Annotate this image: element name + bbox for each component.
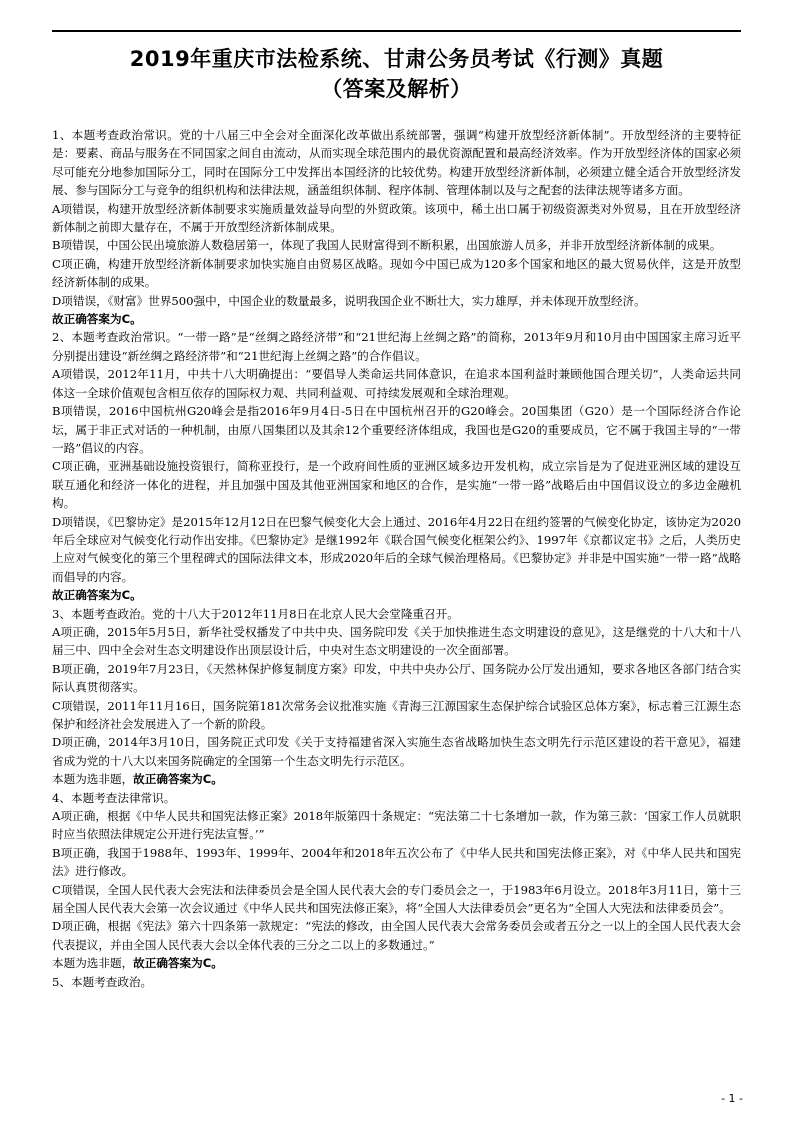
q3-answer — [52, 770, 741, 788]
q2-option-d: D项错误，《巴黎协定》是2015年12月12日在巴黎气候变化大会上通过、2016年4月22日在纽约签署的气候变化协定，该协定为2020年后全球应对气候变化行动作出安排。《巴黎协定》是继1992年《联合国气候变化框架公约》、1997年《京都议定书》之后，人类历史上应对气候变化的第三个里程碑式的国际法律文本，形成2020年后的全球气候治理格局。《巴黎协定》并非是中国实施“一带一路”战略而倡导的内容。 — [52, 514, 741, 584]
q1-answer — [52, 310, 741, 328]
q1-intro: 1、本题考查政治常识。党的十八届三中全会对全面深化改革做出系统部署，强调“构建开放型经济新体制”。开放型经济的主要特征是：要素、商品与服务在不同国家之间自由流动，从而实现全球范围内的最优资源配置和最高经济效率。作为开放型经济体的国家必须尽可能充分地参加国际分工，同时在国际分工中发挥出本国经济的比较优势。构建开放型经济新体制，必须建立健全适合开放型经济发展、参与国际分工与竞争的组织机构和法律法规，涵盖组织体制、程序体制、管理体制以及与之配套的法律法规等诸多方面。 — [52, 128, 741, 198]
q1-option-b: B项错误，中国公民出境旅游人数稳居第一，体现了我国人民财富得到不断积累，出国旅游人员多，并非开放型经济新体制的成果。 — [52, 238, 722, 253]
q4-option-a: A项正确，根据《中华人民共和国宪法修正案》2018年版第四十条规定：“宪法第二十七条增加一款，作为第三款：‘国家工作人员就职时应当依照法律规定公开进行宪法宣誓。’” — [52, 809, 741, 842]
q2-answer — [52, 586, 741, 604]
document-title — [0, 44, 793, 104]
q3-answer-prefix: 本题为选非题， — [52, 772, 134, 787]
q1-option-a: A项错误，构建开放型经济新体制要求实施质量效益导向型的外贸政策。该项中，稀土出口属于初级资源类对外贸易，且在开放型经济新体制之前即大量存在，不属于开放型经济新体制成果。 — [52, 201, 741, 235]
q5-intro: 5、本题考查政治。 — [52, 974, 153, 989]
q2-option-b: B项错误，2016中国杭州G20峰会是指2016年9月4日-5日在中国杭州召开的G20峰会。20国集团（G20）是一个国际经济合作论坛，属于非正式对话的一种机制，由原八国集团以及其余12个重要经济体组成，我国也是G20的重要成员，它不属于我国主导的“一带一路”倡议的内容。 — [52, 404, 741, 455]
q3-answer-text: 故正确答案为C。 — [133, 772, 223, 787]
title-line-2: （答案及解析） — [321, 77, 472, 101]
q3-intro: 3、本题考查政治。党的十八大于2012年11月8日在北京人民大会堂隆重召开。 — [52, 606, 459, 621]
document-body — [52, 126, 741, 991]
q2-intro: 2、本题考查政治常识。“一带一路”是“丝绸之路经济带”和“21世纪海上丝绸之路”的简称，2013年9月和10月由中国国家主席习近平分别提出建设“新丝绸之路经济带”和“21世纪海上丝绸之路”的合作倡议。 — [52, 330, 741, 363]
title-line-1: 2019年重庆市法检系统、甘肃公务员考试《行测》真题 — [129, 47, 664, 71]
q2-option-a: A项错误，2012年11月，中共十八大明确提出：“要倡导人类命运共同体意识，在追求本国利益时兼顾他国合理关切”，人类命运共同体这一全球价值观包含相互依存的国际权力观、共同利益观、可持续发展观和全球治理观。 — [52, 367, 741, 400]
q3-option-c: C项错误，2011年11月16日，国务院第181次常务会议批准实施《青海三江源国家生态保护综合试验区总体方案》，标志着三江源生态保护和经济社会发展进入了一个新的阶段。 — [52, 698, 741, 731]
q1-answer-text: 故正确答案为C。 — [52, 312, 142, 327]
q1-option-d: D项错误，《财富》世界500强中，中国企业的数量最多，说明我国企业不断壮大，实力雄厚，并未体现开放型经济。 — [52, 293, 646, 308]
q3-option-d: D项正确，2014年3月10日，国务院正式印发《关于支持福建省深入实施生态省战略加快生态文明先行示范区建设的若干意见》，福建省成为党的十八大以来国务院确定的全国第一个生态文明先行示范区。 — [52, 735, 741, 768]
q2-answer-text: 故正确答案为C。 — [52, 588, 142, 603]
q4-intro: 4、本题考查法律常识。 — [52, 790, 176, 805]
page-number: - 1 - — [721, 1092, 743, 1105]
q3-option-a: A项正确，2015年5月5日，新华社受权播发了中共中央、国务院印发《关于加快推进生态文明建设的意见》，这是继党的十八大和十八届三中、四中全会对生态文明建设作出顶层设计后，中央对生态文明建设的一次全面部署。 — [52, 624, 741, 658]
q3-option-b: B项正确，2019年7月23日，《天然林保护修复制度方案》印发，中共中央办公厅、国务院办公厅发出通知，要求各地区各部门结合实际认真贯彻落实。 — [52, 661, 741, 695]
q4-option-d: D项正确，根据《宪法》第六十四条第一款规定：“宪法的修改，由全国人民代表大会常务委员会或者五分之一以上的全国人民代表大会代表提议，并由全国人民代表大会以全体代表的三分之二以上的多数通过。” — [52, 919, 741, 952]
q4-answer — [52, 954, 741, 972]
top-rule — [52, 30, 741, 32]
q2-option-c: C项正确，亚洲基础设施投资银行，简称亚投行，是一个政府间性质的亚洲区域多边开发机构，成立宗旨是为了促进亚洲区域的建设互联互通化和经济一体化的进程，并且加强中国及其他亚洲国家和地区的合作，是实施“一带一路”战略后由中国倡议设立的多边金融机构。 — [52, 459, 741, 511]
q4-option-b: B项正确，我国于1988年、1993年、1999年、2004年和2018年五次公布了《中华人民共和国宪法修正案》，对《中华人民共和国宪法》进行修改。 — [52, 845, 741, 879]
q4-answer-text: 故正确答案为C。 — [133, 956, 223, 971]
q1-option-c: C项正确，构建开放型经济新体制要求加快实施自由贸易区战略。现如今中国已成为120多个国家和地区的最大贸易伙伴，这是开放型经济新体制的成果。 — [52, 256, 741, 290]
q4-answer-prefix: 本题为选非题， — [52, 956, 134, 971]
q4-option-c: C项错误，全国人民代表大会宪法和法律委员会是全国人民代表大会的专门委员会之一，于1983年6月设立。2018年3月11日，第十三届全国人民代表大会第一次会议通过《中华人民共和国宪法修正案》，将“全国人大法律委员会”更名为“全国人大宪法和法律委员会”。 — [52, 882, 741, 916]
